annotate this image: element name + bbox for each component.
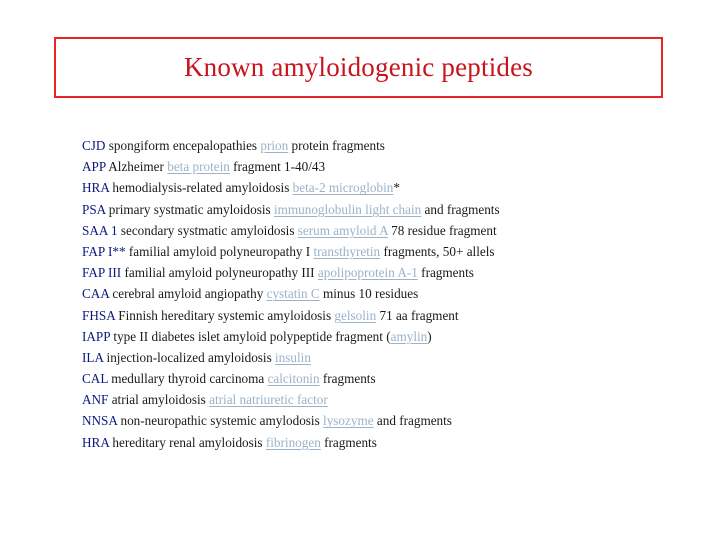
description-text: minus 10 residues <box>319 286 419 302</box>
disease-abbreviation: APP <box>82 159 106 175</box>
list-item <box>82 432 500 453</box>
peptide-link[interactable]: serum amyloid A <box>297 222 388 238</box>
disease-abbreviation: FHSA <box>82 307 115 323</box>
description-text: fragments <box>320 434 377 450</box>
list-item <box>82 241 500 262</box>
list-item <box>82 220 500 241</box>
description-text: ) <box>427 328 432 344</box>
peptide-link[interactable]: calcitonin <box>267 371 320 387</box>
peptide-link[interactable]: atrial natriuretic factor <box>209 392 328 408</box>
disease-abbreviation: ILA <box>82 349 104 365</box>
list-item <box>82 368 500 389</box>
disease-abbreviation: FAP III <box>82 265 122 281</box>
list-item <box>82 135 500 156</box>
disease-abbreviation: FAP I** <box>82 243 126 259</box>
description-text: fragments, 50+ allels <box>380 243 495 259</box>
description-text: non-neuropathic systemic amylodosis <box>117 413 324 429</box>
list-item <box>82 389 500 410</box>
peptide-link[interactable]: apolipoprotein A-1 <box>317 265 418 281</box>
disease-abbreviation: CAL <box>82 371 108 387</box>
description-text: cerebral amyloid angiopathy <box>109 286 267 302</box>
list-item <box>82 283 500 304</box>
list-item <box>82 347 500 368</box>
description-text: hereditary renal amyloidosis <box>109 434 266 450</box>
disease-abbreviation: HRA <box>82 434 110 450</box>
list-item <box>82 326 500 347</box>
peptide-link[interactable]: prion <box>260 138 289 153</box>
list-item <box>82 199 500 220</box>
description-text: hemodialysis-related amyloidosis <box>109 180 293 196</box>
description-text: injection-localized amyloidosis <box>103 349 276 365</box>
disease-abbreviation: CAA <box>82 286 110 302</box>
description-text: medullary thyroid carcinoma <box>107 371 268 387</box>
description-text: Alzheimer <box>105 159 168 175</box>
list-item <box>82 156 500 177</box>
page-title: Known amyloidogenic peptides <box>183 52 534 82</box>
description-text: Finnish hereditary systemic amyloidosis <box>115 307 335 323</box>
description-text: fragments <box>319 371 376 387</box>
description-text: type II diabetes islet amyloid polypeptide fragment ( <box>110 328 391 344</box>
description-text: and fragments <box>421 201 500 217</box>
description-text: primary systmatic amyloidosis <box>105 201 274 217</box>
description-text: atrial amyloidosis <box>108 392 210 408</box>
peptide-link[interactable]: beta-2 microglobin <box>292 180 394 196</box>
disease-abbreviation: NNSA <box>82 413 118 429</box>
disease-abbreviation: PSA <box>82 201 106 217</box>
list-item <box>82 410 500 431</box>
peptide-link[interactable]: immunoglobulin light chain <box>273 201 422 217</box>
description-text: secondary systmatic amyloidosis <box>117 222 298 238</box>
peptide-link[interactable]: lysozyme <box>323 413 374 429</box>
description-text: 71 aa fragment <box>376 307 459 323</box>
peptide-link[interactable]: gelsolin <box>334 307 377 323</box>
disease-abbreviation: CJD <box>82 138 106 153</box>
description-text: 78 residue fragment <box>387 222 497 238</box>
peptide-link[interactable]: beta protein <box>167 159 230 175</box>
peptide-link[interactable]: fibrinogen <box>265 434 321 450</box>
disease-abbreviation: SAA 1 <box>82 222 118 238</box>
description-text: * <box>393 180 400 196</box>
description-text: fragments <box>417 265 474 281</box>
title-box <box>54 37 663 98</box>
list-item <box>82 305 500 326</box>
list-item <box>82 262 500 283</box>
disease-abbreviation: IAPP <box>82 328 111 344</box>
disease-abbreviation: HRA <box>82 180 110 196</box>
description-text: familial amyloid polyneuropathy III <box>121 265 318 281</box>
peptide-list <box>82 135 500 453</box>
description-text: familial amyloid polyneuropathy I <box>125 243 314 259</box>
disease-abbreviation: ANF <box>82 392 109 408</box>
list-item <box>82 177 500 198</box>
description-text: spongiform encepalopathies <box>105 138 261 153</box>
description-text: protein fragments <box>288 138 385 153</box>
description-text: fragment 1-40/43 <box>229 159 326 175</box>
peptide-link[interactable]: insulin <box>275 349 311 365</box>
description-text: and fragments <box>373 413 452 429</box>
peptide-link[interactable]: cystatin C <box>266 286 320 302</box>
peptide-link[interactable]: transthyretin <box>313 243 381 259</box>
peptide-link[interactable]: amylin <box>390 328 428 344</box>
